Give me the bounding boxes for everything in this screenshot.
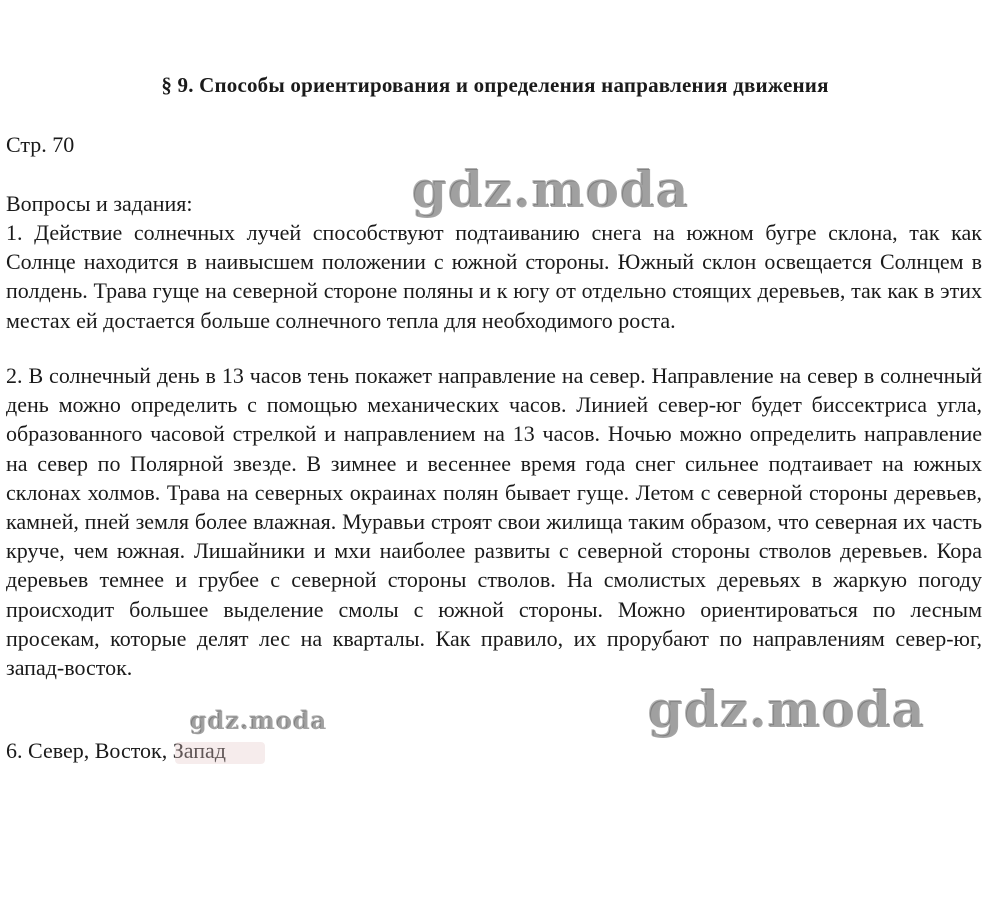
- page-number: Стр. 70: [6, 132, 75, 157]
- answer-1: 1. Действие солнечных лучей способствуют подтаиванию снега на южном бугре склона, так как Солнце находится в наивысшем положении с южной стороны. Южный склон освещается Солнцем в полдень. Трава гуще на северной стороне поляны и к югу от отдельно стоящих деревьев, так как в этих местах ей достается больше солнечного тепла для необходимого роста.: [6, 220, 982, 333]
- answer-6: 6. Север, Восток, Запад: [6, 738, 226, 763]
- faded-smudge: [175, 742, 265, 764]
- section-title: § 9. Способы ориентирования и определения направления движения: [161, 73, 829, 97]
- watermark-bottom-left: gdz.moda: [190, 706, 328, 735]
- watermark-top: gdz.moda: [412, 160, 690, 219]
- watermark-bottom-right: gdz.moda: [648, 680, 926, 739]
- answer-2: 2. В солнечный день в 13 часов тень покажет направление на север. Направление на север в солнечный день можно определить с помощью механических часов. Линией север-юг будет биссектриса угла, образованного часовой стрелкой и направлением на 13 часов. Ночью можно определить направление на север по Полярной звезде. В зимнее и весеннее время года снег сильнее подтаивает на южных склонах холмов. Трава на северных окраинах полян бывает гуще. Летом с северной стороны деревьев, камней, пней земля более влажная. Муравьи строят свои жилища таким образом, что северная их часть круче, чем южная. Лишайники и мхи наиболее развиты с северной стороны стволов деревьев. Кора деревьев темнее и грубее с северной стороны стволов. На смолистых деревьях в жаркую погоду происходит большее выделение смолы с южной стороны. Можно ориентироваться по лесным просекам, которые делят лес на кварталы. Как правило, их прорубают по направлениям север-юг, запад-восток.: [6, 363, 982, 681]
- questions-heading: Вопросы и задания:: [6, 191, 193, 216]
